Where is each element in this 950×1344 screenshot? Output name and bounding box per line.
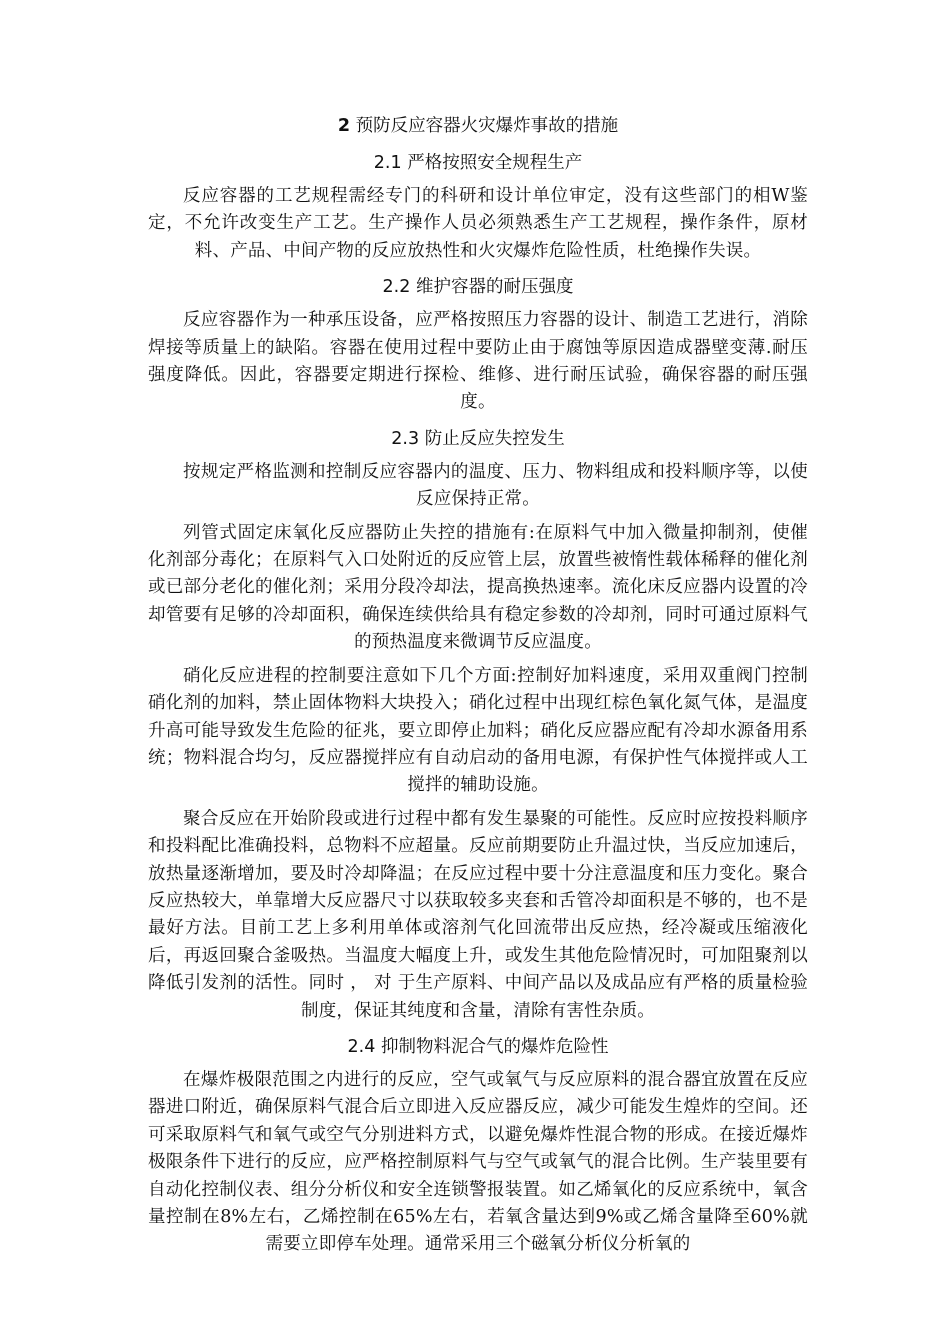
section-2-2-paragraph-1: 反应容器作为一种承压设备，应严格按照压力容器的设计、制造工艺进行，消除焊接等质量上的缺陷。容器在使用过程中要防止由于腐蚀等原因造成器壁变薄.耐压强度降低。因此，容器要定期进行探检、维修、进行耐压试验，确保容器的耐压强度。 <box>148 310 808 413</box>
section-2-3-paragraph-4: 聚合反应在开始阶段或进行过程中都有发生暴聚的可能性。反应时应按投料顺序和投料配比准确投料，总物料不应超量。反应前期要防止升温过快，当反应加速后，放热量逐渐增加，要及时冷却降温；在反应过程中要十分注意温度和压力变化。聚合反应热较大，单靠增大反应器尺寸以获取较多夹套和舌管冷却面积是不够的，也不是最好方法。目前工艺上多利用单体或溶剂气化回流带出反应热，经冷凝或压缩液化后，再返回聚合釜吸热。当温度大幅度上升，或发生其他危险情况时，可加阻聚剂以降低引发剂的活性。同时 ， 对 于生产原料、中间产品以及成品应有严格的质量检验制度，保证其纯度和含量，清除有害性杂质。 <box>148 808 808 1021</box>
section-2-4-paragraph-1: 在爆炸极限范围之内进行的反应，空气或氧气与反应原料的混合器宜放置在反应器进口附近，确保原料气混合后立即进入反应器反应，减少可能发生煌炸的空间。还可采取原料气和氧气或空气分别进料方式，以避免爆炸性混合物的形成。在接近爆炸极限条件下进行的反应，应严格控制原料气与空气或氧气的混合比例。生产装里要有自动化控制仪表、组分分析仪和安全连锁警报装置。如乙烯氧化的反应系统中，氧含量控制在8%左右，乙烯控制在65%左右，若氧含量达到9%或乙烯含量降至60%就需要立即停车处理。通常采用三个磁氧分析仪分析氧的 <box>148 1069 808 1255</box>
section-2-4-title: 2.4 抑制物料泥合气的爆炸危险性 <box>347 1036 609 1057</box>
section-2-2-title: 2.2 维护容器的耐压强度 <box>382 277 574 298</box>
document-page <box>148 112 808 1265</box>
section-2-3-paragraph-1: 按规定严格监测和控制反应容器内的温度、压力、物料组成和投料顺序等，以使反应保持正常。 <box>183 461 808 510</box>
section-2-1-paragraph-1: 反应容器的工艺规程需经专门的科研和设计单位审定，没有这些部门的相W鉴定，不允许改变生产工艺。生产操作人员必须熟悉生产工艺规程，操作条件，原材料、产品、中间产物的反应放热性和火灾爆炸危险性质，杜绝操作失误。 <box>148 186 808 261</box>
main-heading <box>148 112 808 140</box>
section-2-3-paragraph-2: 列管式固定床氧化反应器防止失控的措施有:在原料气中加入微量抑制剂，使催化剂部分毒化；在原料气入口处附近的反应管上层，放置些被惰性载体稀释的催化剂或已部分老化的催化剂；采用分段冷却法，提高换热速率。流化床反应器内设置的冷却管要有足够的冷却面积，确保连续供给具有稳定参数的冷却剂，同时可通过原料气的预热温度来微调节反应温度。 <box>148 522 808 653</box>
section-2-1-title: 2.1 严格按照安全规程生产 <box>373 153 583 173</box>
section-2-3-title: 2.3 防止反应失控发生 <box>391 428 565 449</box>
main-heading-title: 预防反应容器火灾爆炸事故的措施 <box>355 116 619 136</box>
section-2-3-paragraph-3: 硝化反应进程的控制要注意如下几个方面:控制好加料速度，采用双重阀门控制硝化剂的加料，禁止固体物料大块投入；硝化过程中出现红棕色氧化氮气体，是温度升高可能导致发生危险的征兆，要立即停止加料；硝化反应器应配有冷却水源备用系统；物料混合均匀，反应器搅拌应有自动启动的备用电源，有保护性气体搅拌或人工搅拌的辅助设施。 <box>148 665 808 796</box>
main-heading-number: 2 <box>337 116 351 136</box>
